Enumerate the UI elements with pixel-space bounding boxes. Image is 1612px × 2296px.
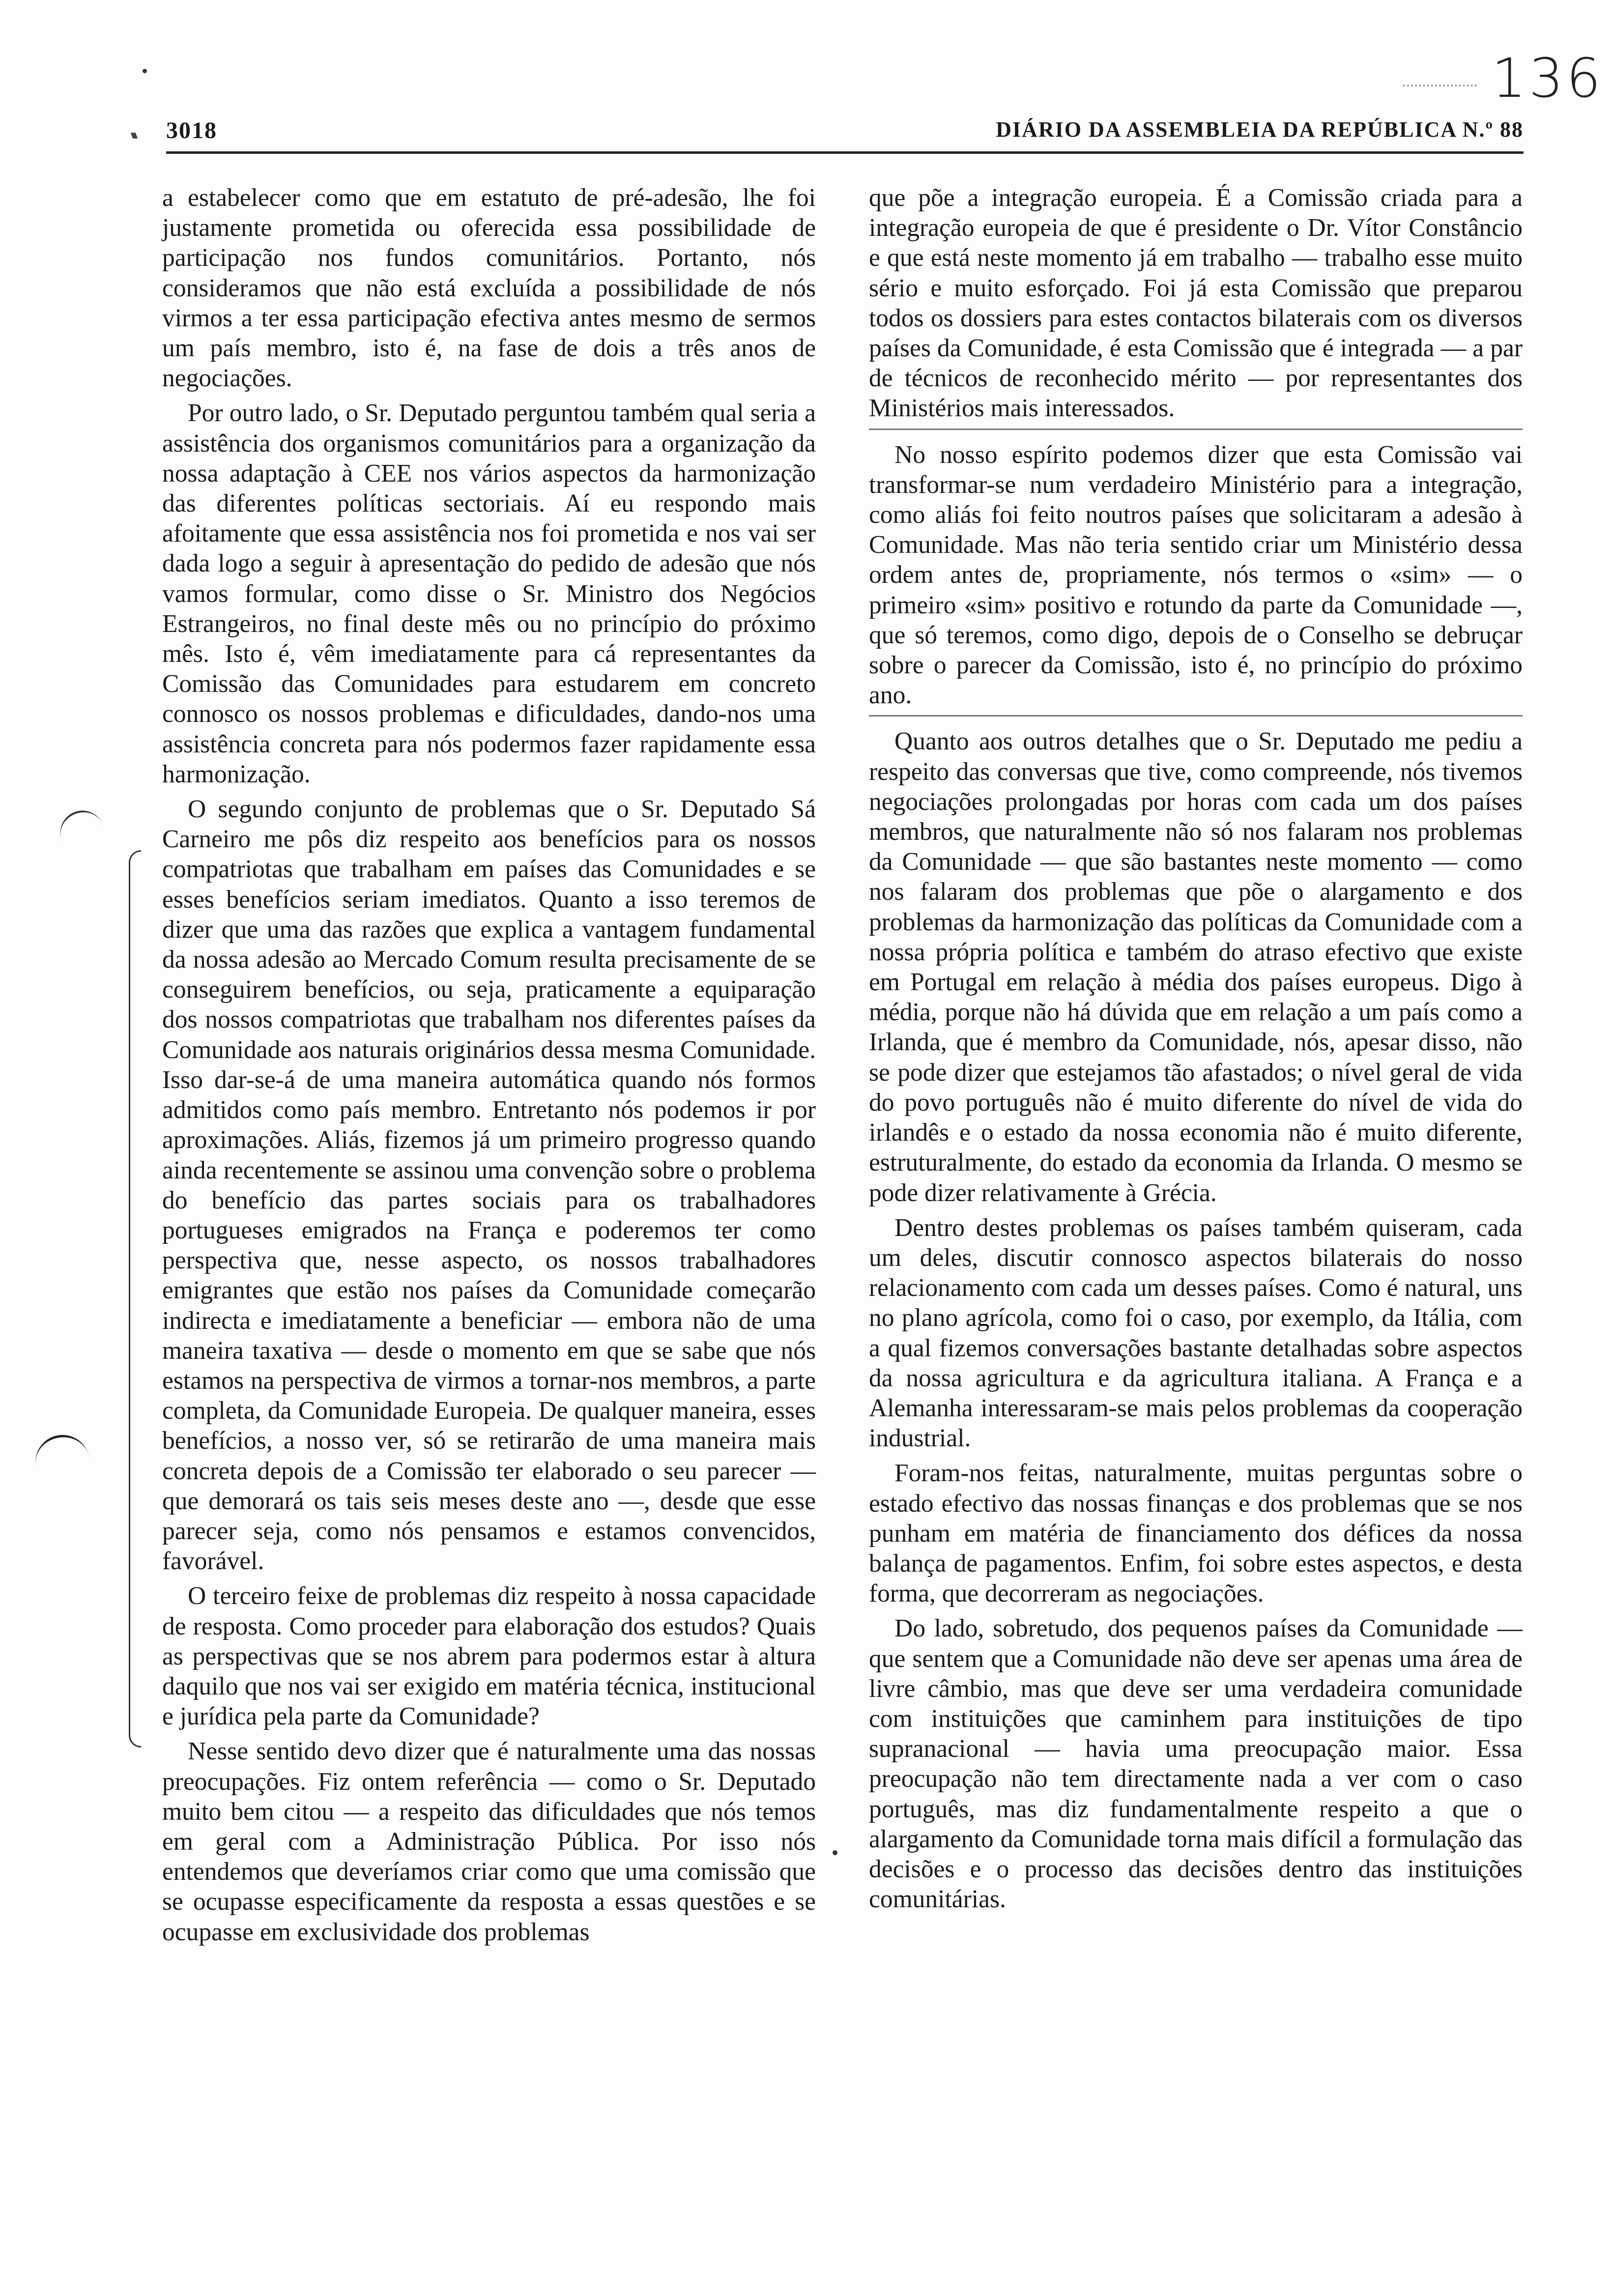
header-rule <box>166 151 1524 154</box>
handwritten-page-number: 136 <box>1492 47 1604 110</box>
margin-bracket <box>129 850 141 1748</box>
left-column <box>162 183 816 1952</box>
right-paragraph-4: Dentro destes problemas os países também quiseram, cada um deles, discutir connosco aspectos bilaterais do nosso relacionamento com cada um desses países. Como é natural, uns no plano agrícola, como foi o caso, por exemplo, da Itália, com a qual fizemos conversações bastante detalhadas sobre aspectos da nossa agricultura e da agricultura italiana. A França e a Alemanha interessaram-se mais pelos problemas da cooperação industrial. <box>869 1213 1523 1453</box>
left-paragraph-3: O segundo conjunto de problemas que o Sr. Deputado Sá Carneiro me pôs diz respeito aos benefícios para os nossos compatriotas que trabalham em países das Comunidades e se esses benefícios seriam imediatos. Quanto a isso teremos de dizer que uma das razões que explica a vantagem fundamental da nossa adesão ao Mercado Comum resulta precisamente de se conseguirem benefícios, ou seja, praticamente a equiparação dos nossos compatriotas que trabalham nos diferentes países da Comunidade aos naturais originários dessa mesma Comunidade. Isso dar-se-á de uma maneira automática quando nós formos admitidos como país membro. Entretanto nós podemos ir por aproximações. Aliás, fizemos já um primeiro progresso quando ainda recentemente se assinou uma convenção sobre o problema do benefício das partes sociais para os trabalhadores portugueses emigrados na França e poderemos ter como perspectiva que, nesse aspecto, os nossos trabalhadores emigrantes que estão nos países da Comunidade começarão indirecta e imediatamente a beneficiar — embora não de uma maneira taxativa — desde o momento em que se sabe que nós estamos na perspectiva de virmos a tornar-nos membros, a parte completa, da Comunidade Europeia. De qualquer maneira, esses benefícios, a nosso ver, só se retirarão de uma maneira mais concreta depois de a Comissão ter elaborado o seu parecer — que demorará os tais seis meses deste ano —, desde que esse parecer seja, como nós pensamos e estamos convencidos, favorável. <box>162 795 816 1576</box>
paragraph-separator <box>869 429 1523 430</box>
margin-dot-top <box>143 69 147 73</box>
handwritten-dotted-line <box>1403 85 1477 86</box>
paragraph-separator <box>869 715 1523 717</box>
margin-dot-right <box>833 1850 837 1855</box>
right-paragraph-6: Do lado, sobretudo, dos pequenos países da Comunidade — que sentem que a Comunidade não deve ser apenas uma área de livre câmbio, mas que deve ser uma verdadeira comunidade com instituições que caminhem para instituições de tipo supranacional — havia uma preocupação maior. Essa preocupação não tem directamente nada a ver com o caso português, mas diz fundamentalmente respeito a que o alargamento da Comunidade torna mais difícil a formulação das decisões e o processo das decisões dentro das instituições comunitárias. <box>869 1614 1523 1914</box>
publication-title: DIÁRIO DA ASSEMBLEIA DA REPÚBLICA N.º 88 <box>996 117 1524 142</box>
right-paragraph-5: Foram-nos feitas, naturalmente, muitas perguntas sobre o estado efectivo das nossas finanças e dos problemas que se nos punham em matéria de financiamento dos défices da nossa balança de pagamentos. Enfim, foi sobre estes aspectos, e desta forma, que decorreram as negociações. <box>869 1459 1523 1608</box>
margin-arc-mark-upper <box>54 804 108 854</box>
right-paragraph-1: que põe a integração europeia. É a Comissão criada para a integração europeia de que é presidente o Dr. Vítor Constâncio e que está neste momento já em trabalho — trabalho esse muito sério e muito esforçado. Foi já esta Comissão que preparou todos os dossiers para estes contactos bilaterais com os diversos países da Comunidade, é esta Comissão que é integrada — a par de técnicos de reconhecido mérito — por representantes dos Ministérios mais interessados. <box>869 184 1523 423</box>
right-paragraph-2: No nosso espírito podemos dizer que esta Comissão vai transformar-se num verdadeiro Ministério para a integração, como aliás foi feito noutros países que solicitaram a adesão à Comunidade. Mas não teria sentido criar um Ministério dessa ordem antes de, propriamente, nós termos o «sim» — o primeiro «sim» positivo e rotundo da parte da Comunidade —, que só teremos, como digo, depois de o Conselho se debruçar sobre o parecer da Comissão, isto é, no princípio do próximo ano. <box>869 440 1523 710</box>
margin-arc-mark-lower <box>31 1431 91 1481</box>
page-number: 3018 <box>166 117 217 144</box>
left-paragraph-4: O terceiro feixe de problemas diz respeito à nossa capacidade de resposta. Como proceder para elaboração dos estudos? Quais as perspectivas que se nos abrem para podermos estar à altura daquilo que nos vai ser exigido em matéria técnica, institucional e jurídica pela parte da Comunidade? <box>162 1582 816 1731</box>
page-header <box>166 117 1524 146</box>
left-paragraph-1: a estabelecer como que em estatuto de pré-adesão, lhe foi justamente prometida ou oferecida essa possibilidade de participação nos fundos comunitários. Portanto, nós consideramos que não está excluída a possibilidade de nós virmos a ter essa participação efectiva antes mesmo de sermos um país membro, isto é, na fase de dois a três anos de negociações. <box>162 184 816 393</box>
right-column <box>869 183 1523 1919</box>
right-paragraph-3: Quanto aos outros detalhes que o Sr. Deputado me pediu a respeito das conversas que tive, como compreende, nós tivemos negociações prolongadas por horas com cada um dos países membros, que naturalmente não só nos falaram nos problemas da Comunidade — que são bastantes neste momento — como nos falaram dos problemas que põe o alargamento e dos problemas da harmonização das políticas da Comunidade com a nossa própria política e também do atraso efectivo que existe em Portugal em relação à média dos países europeus. Digo à média, porque não há dúvida que em relação a um país como a Irlanda, que é membro da Comunidade, nós, apesar disso, não se pode dizer que estejamos tão afastados; o nível geral de vida do povo português não é muito diferente do nível de vida do irlandês e o estado da nossa economia não é muito diferente, estruturalmente, do estado da economia da Irlanda. O mesmo se pode dizer relativamente à Grécia. <box>869 727 1523 1207</box>
left-paragraph-2: Por outro lado, o Sr. Deputado perguntou também qual seria a assistência dos organismos comunitários para a organização da nossa adaptação à CEE nos vários aspectos da harmonização das diferentes políticas sectoriais. Aí eu respondo mais afoitamente que essa assistência nos foi prometida e nos vai ser dada logo a seguir à apresentação do pedido de adesão que nós vamos formular, como disse o Sr. Ministro dos Negócios Estrangeiros, no final deste mês ou no princípio do próximo mês. Isto é, vêm imediatamente para cá representantes da Comissão das Comunidades para estudarem em concreto connosco os nossos problemas e dificuldades, dando-nos uma assistência concreta para nós podermos fazer rapidamente essa harmonização. <box>162 399 816 788</box>
margin-tick-top <box>131 133 138 139</box>
left-paragraph-5: Nesse sentido devo dizer que é naturalmente uma das nossas preocupações. Fiz ontem referência — como o Sr. Deputado muito bem citou — a respeito das dificuldades que nós temos em geral com a Administração Pública. Por isso nós entendemos que deveríamos criar como que uma comissão que se ocupasse especificamente da resposta a essas questões e se ocupasse em exclusividade dos problemas <box>162 1737 816 1946</box>
